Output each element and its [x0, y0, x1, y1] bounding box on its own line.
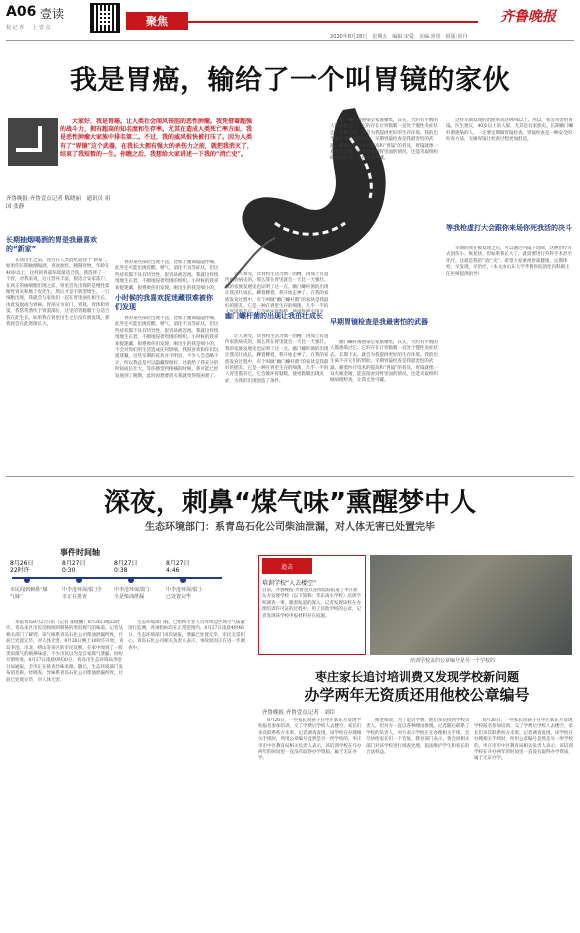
- subheading-col2: 小时候的我喜欢捉迷藏很难被你们发现: [115, 294, 213, 311]
- date-line: 2020年8月28日 星期五 编辑:宋爱 美编:喜彤 组版:侯丹: [330, 34, 468, 40]
- timeline-text: 中李沧环保部门全市正在排查: [62, 587, 103, 600]
- timeline-time: 22时许: [10, 567, 30, 574]
- section-name: 壹读: [40, 7, 65, 21]
- page-number: A06: [6, 4, 37, 20]
- follow-up-text: 目前，齐鲁晚报·齐鲁壹点连续追踪报道了枣庄新东方发现学校（以下简称：华东南水学校）培训学校调查一事，随着报道的深入，记者发现该校在办理培训许可证的过程中，用了其他学校的公章，记者发现该学校申报材料存在问题。: [262, 588, 361, 619]
- timeline-text: 市民闻到刺鼻“煤气味”: [10, 587, 48, 600]
- school-photo: [370, 555, 572, 655]
- timeline-time: 0:30: [62, 567, 76, 574]
- article-text-col3b: 让人难受，饮食和生活习惯一团糟，再加上有遗传家族病史的，那么我在胃里就会一天比一天强壮。我的家族发展史也证明了这一点。幽门螺杆菌的出现让我茁壮成长。聊着聊着，我开始走神了。在我的家族发育过程中，有个叫做“幽门螺杆菌”的家伙是我最好的朋友。它是一种在胃里生存的细菌，几乎一半的人胃里都有它，它会破坏胃黏膜，使胃黏膜出现炎症，为我的出现创造了条件。: [225, 334, 329, 384]
- header-meta: 校 记 者 上 壹 点: [6, 25, 51, 31]
- timeline-item: [62, 560, 104, 601]
- article-text-school-col2: 杨老师说，为了追讨学费，他们多次找到学校负责人，但对方一直以各种理由推脱。记者随后联系了学校的负责人，对方表示学校正在办理相关手续，会尽快给家长们一个答复。教育部门表示，将会同相关部门对该学校进行调查处理，依法维护学生和家长的合法权益。: [366, 718, 470, 756]
- timeline-dot-icon: [128, 577, 134, 583]
- subheadline-gas-smell: 生态环境部门：系青岛石化公司柴油泄漏，对人体无害已处置完毕: [145, 522, 435, 533]
- timeline-item: [10, 560, 52, 601]
- timeline-dot-icon: [76, 577, 82, 583]
- timeline-dot-icon: [180, 577, 186, 583]
- timeline-date: 8月26日: [10, 560, 34, 567]
- divider: [6, 476, 574, 477]
- article-intro: 大家好，我是胃癌。让人类社会闻风丧胆的恶性肿瘤。我凭借着超强的战斗力，拥有超高的知名度和生存率。尤其在造成人类死亡率方面，我是恶性肿瘤大家族中排名第二。不过，我的威风很快被打压了。因为人类有了“胃镜”这个武器，在我长大拥有强大的杀伤力之前，就把我消灭了，结束了我短暂的一生。你瞧之后，我想给大家讲述一下我的“消亡史”。: [60, 118, 253, 158]
- timeline-item: [166, 560, 208, 601]
- article-byline: 齐鲁晚报·齐鲁壹点记者 刘臣: [262, 710, 336, 716]
- timeline-dot-icon: [24, 577, 30, 583]
- divider: [6, 40, 574, 41]
- article-text-col2a: 胃的某些部位出现不适，比如上腹部隐隐作痛。此外还可能出现反酸、嗳气、消化不良等症状，但这些症状都不具有特异性，很容易被忽视。我就这样悄悄地生长着，不断地侵袭周围的组织。小时候的我喜欢捉迷藏，很难被你们发现。刚出生的我是细小的，: [115, 260, 219, 290]
- headline-gas-smell[interactable]: 深夜，刺鼻“煤气味”熏醒梦中人: [103, 488, 477, 518]
- follow-up-title: 培训学校“人去楼空”: [262, 580, 317, 587]
- timeline-title: 事件时间轴: [60, 548, 100, 557]
- headline-stomach-cancer[interactable]: 我是胃癌，输给了一个叫胃镜的家伙: [70, 65, 510, 96]
- photo-caption: 培训学校盖的公章编号是另一个学校的: [410, 658, 496, 664]
- timeline-time: 4:46: [166, 567, 180, 574]
- subheading-col4: 早期胃镜检查是我最害怕的武器: [330, 318, 428, 326]
- qr-code-icon[interactable]: [90, 3, 120, 33]
- timeline-date: 8月27日: [62, 560, 86, 567]
- follow-up-badge: 追击: [262, 558, 312, 574]
- article-text-col5a: 这样早期发现的治愈率高达90%以上。所以，我非常害怕胃镜。医生建议，40岁以上的人群，尤其是有家族史、长期幽门螺杆菌感染的人，一定要定期做胃镜检查。胃镜检查是一种安全的检查方法，无痛胃镜让检查过程更加舒适。: [446, 118, 573, 143]
- article-text-col4a: 幽门螺杆菌感染呈家族聚集，其实，大约有半数的人都感染过它。它的存在让胃黏膜一直处于慢性炎症状态，长期下去，就会为我提供更好的生存环境。我的出生离不开它们的帮助。早期胃镜检查是我最害怕的武器。随着医疗技术的提高和“胃镜”的普及，胃镜就像一双火眼金睛，能直接看到胃里面的情况，还能夹取组织做病理检查，让我无处可藏。: [330, 118, 438, 162]
- timeline-text: 中李沧环保部门：全是柴油泄漏: [114, 587, 155, 600]
- timeline-text: 中李沧环保部门：已处置完毕: [166, 587, 207, 600]
- article-text-school-col3: 8月26日，一些家长说孩子在枣庄新东方发现学校报名参加培训，交了学费后学校人去楼空，家长们多次联系校方未果。记者调查发现，该学校在办理相关手续时，所用公章编号竟然是另一所学校的。枣庄市市中区教育局相关负责人表示，该培训学校在开办两年的时间里一直没有取得办学资质，属于无证办学。: [474, 718, 573, 762]
- article-text-col3a: 让人难受，饮食和生活习惯一团糟，再加上有遗传家族病史的，那么我在胃里就会一天比一天强壮。我的家族发展史也证明了这一点。幽门螺杆菌的出现让我茁壮成长。聊着聊着，我开始走神了。在我的家族发育过程中，有个叫做“幽门螺杆菌”的家伙是我最好的朋友。它是一种在胃里生存的细菌，几乎一半的: [225, 272, 329, 310]
- timeline-date: 8月27日: [166, 560, 190, 567]
- subheading-col1: 长期抽烟喝酒的胃是我最喜欢的“新家”: [6, 236, 97, 253]
- subheading-col3: 幽门螺杆菌的出现让我茁壮成长: [225, 312, 323, 320]
- article-text-gas-col1: 本报青岛8月27日讯（记者 张晓鹏）8月26日晚22时许，青岛多区市民反映闻到刺鼻的类似煤气的味道。记者从相关部门了解到，该气味系青岛石化公司柴油泄漏所致，目前已处置完毕，对人体无害。8月26日晚上10时许开始，青岛李沧、市北、崂山等多区的市民反映，在家中闻到了一股类似煤气的刺鼻味道，不少市民以为是自家煤气泄漏，纷纷开窗检查。8月27日凌晨0时30分，青岛市生态环境局李沧分局通报，全市正在排查异味来源。随后，生态环境部门发布消息称，经调查，异味系青岛石化公司柴油泄漏所致，目前已处置完毕，对人体无害。: [6, 620, 124, 683]
- kicker-training-school: 枣庄家长追讨培训费又发现学校新问题: [314, 670, 519, 684]
- timeline-time: 0:38: [114, 567, 128, 574]
- section-rule: [188, 21, 478, 23]
- article-text-school-col1: 8月26日，一些家长说孩子在枣庄新东方发现学校报名参加培训，交了学费后学校人去楼空，家长们多次联系校方未果。记者调查发现，该学校在办理相关手续时，所用公章编号竟然是另一所学校的。枣庄市市中区教育局相关负责人表示，该培训学校在开办两年的时间里一直没有取得办学资质，属于无证办学。: [258, 718, 362, 762]
- arrow-graphic-icon: [8, 118, 58, 166]
- timeline-item: [114, 560, 156, 601]
- article-text-col2b: 胃的某些部位出现不适，比如上腹部隐隐作痛。此外还可能出现反酸、嗳气、消化不良等症状，但这些症状都不具有特异性，很容易被忽视。我就这样悄悄地生长着，不断地侵袭周围的组织。小时候的我喜欢捉迷藏，很难被你们发现。刚出生的我是细小的，不会对你们的生活造成任何影响。我很喜欢和你们玩捉迷藏，这些早期的症状并不明显，不少人会忽略不计，所以我总是可以隐藏得很好。这就给了我充分的时间成长壮大。等你感觉到疼痛的时候，我可能已经发展到了晚期，此时再想要消灭我就变得很困难了。: [115, 316, 219, 379]
- subheading-col5: 等我枪虚打大会跟你来场你死我活的决斗: [446, 224, 572, 232]
- headline-training-school[interactable]: 办学两年无资质还用他校公章编号: [304, 686, 530, 704]
- newspaper-logo: 齐鲁晚报: [500, 9, 556, 25]
- timeline-date: 8月27日: [114, 560, 138, 567]
- article-text-col5b: 早期的我在被发现之后，可以通过内镜下切除，这种治疗方式创伤小、恢复快。但如果我长大了，就需要进行外科手术甚至化疗。这就是我的“消亡史”。希望大家重视胃部健康，定期体检，早发现，早治疗。（本文由山东大学齐鲁医院消化内科副主任医师提供指导）: [446, 246, 572, 277]
- section-tag: 聚焦: [126, 12, 188, 30]
- article-text-gas-col2: 生态环境部门称，已组织专业人员对周边区域空气质量进行监测，各项指标均在正常范围内。8月27日凌晨4时46分，生态环境部门再次通报，泄漏已处置完毕，市民无需担心。青岛石化公司相关负责人表示，事故原因正在进一步调查中。: [128, 620, 245, 651]
- article-text-col1: 在我出生之前，我会在人类消化道找个“新家”。如果你长期抽烟喝酒，喜欢油炸、腌制食物，年龄在40岁以上，这样的胃部环境最适合我。我选择了一个胃，对我来说，这儿营养丰富，很适合安家落户。在真正的癌细胞出现之前，胃里首先出现的是慢性萎缩性胃炎和肠上皮化生，然后才是不典型增生。一旦细胞出现，我就会与家伙们一起在胃里面扎根生长、由此发展成为胃癌。胃部分为贲门、胃底、胃体和胃窦，我常常潜伏于胃窦部位，这里的胃黏膜十分适合我在此生长。如果我在胃里出生之后没有被发现，那我将会在此逐渐长大。: [6, 258, 110, 328]
- article-text-col4b: 幽门螺杆菌感染呈家族聚集，其实，大约有半数的人都感染过它。它的存在让胃黏膜一直处于慢性炎症状态，长期下去，就会为我提供更好的生存环境。我的出生离不开它们的帮助。早期胃镜检查是我最害怕的武器。随着医疗技术的提高和“胃镜”的普及，胃镜就像一双火眼金睛，能直接看到胃里面的情况，还能夹取组织做病理检查，让我无处可藏。: [330, 340, 438, 384]
- article-byline: 齐鲁晚报·齐鲁壹点记者 陈晓丽 通讯员 祖国 张静: [6, 196, 111, 210]
